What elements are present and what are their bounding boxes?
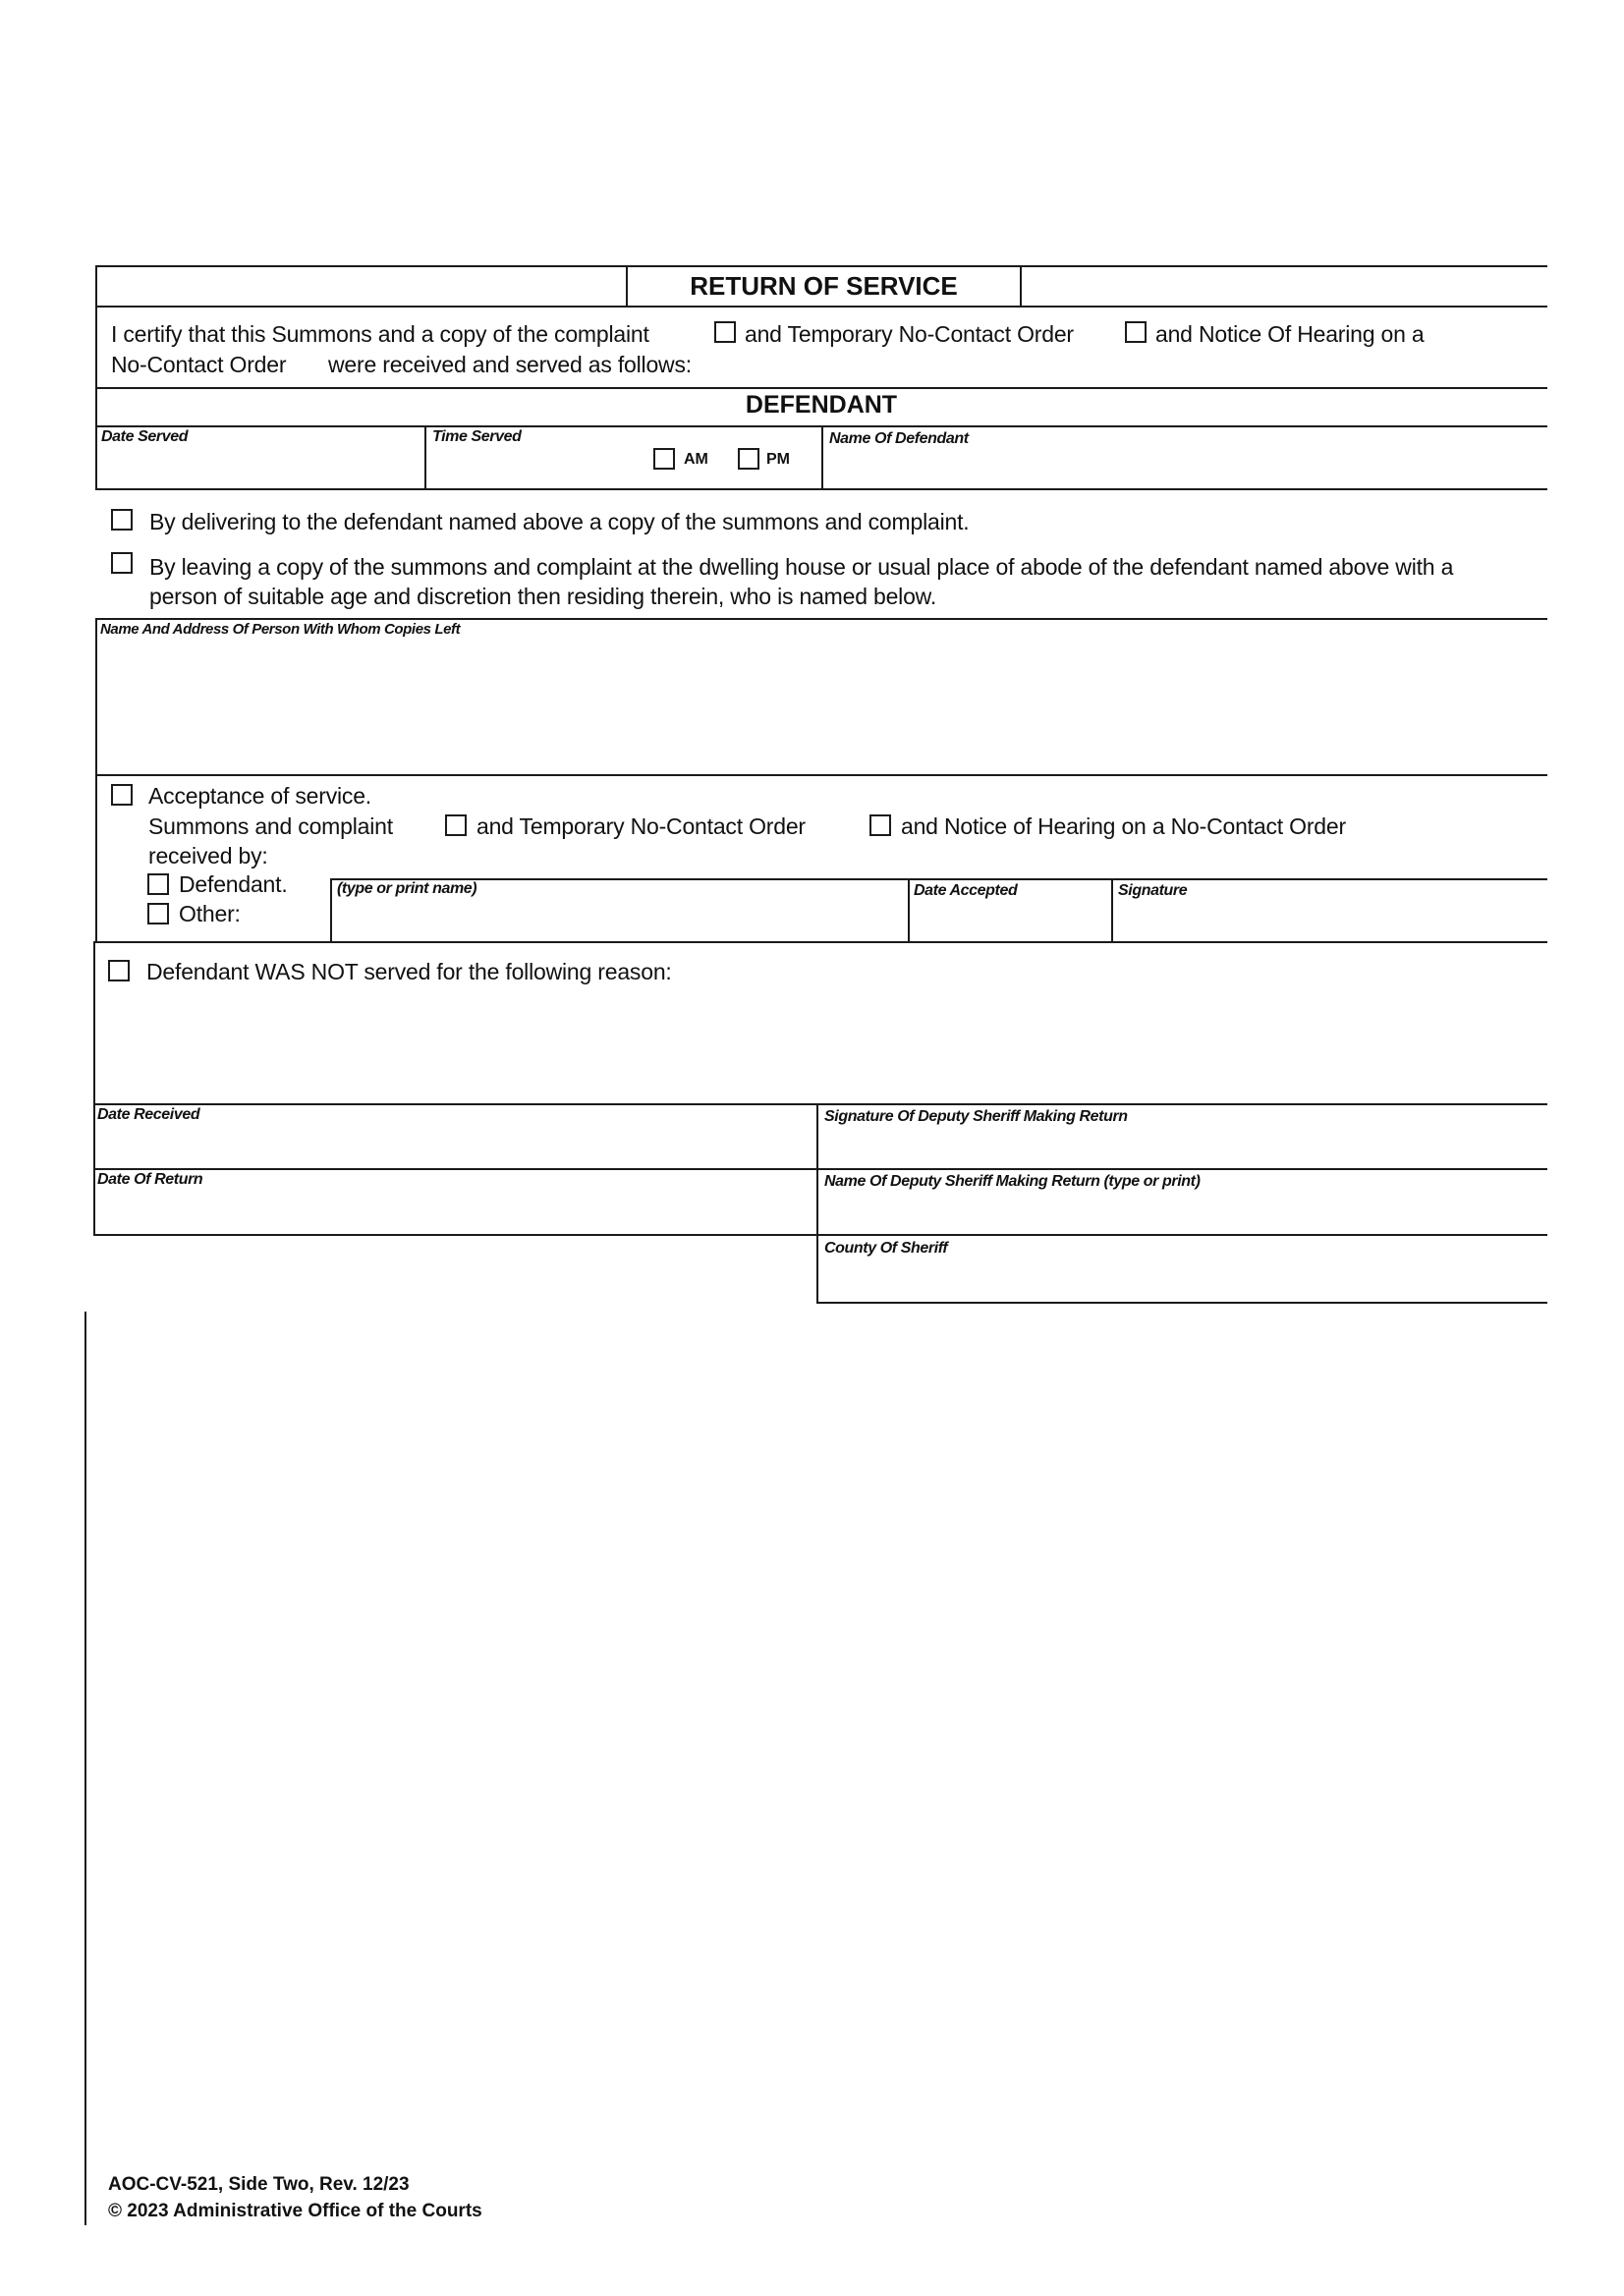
delivery-option-text: By delivering to the defendant named above a copy of the summons and complaint. (149, 509, 970, 534)
accept-date-right-border (1111, 878, 1113, 941)
name-of-defendant-label: Name Of Defendant (829, 430, 969, 447)
acceptance-tnco-label: and Temporary No-Contact Order (476, 813, 806, 839)
not-served-left-border (93, 941, 95, 1236)
certify-tnco-label: and Temporary No-Contact Order (745, 321, 1074, 347)
copyright: © 2023 Administrative Office of the Courts (108, 2201, 482, 2221)
signature-label: Signature (1118, 882, 1188, 899)
return-row2-bottom-border (93, 1234, 1547, 1236)
header-bottom-border (95, 306, 1547, 308)
other-received-label: Other: (179, 901, 241, 926)
county-label: County Of Sheriff (824, 1240, 948, 1257)
return-center-divider (816, 1103, 818, 1303)
type-print-name-label: (type or print name) (337, 880, 477, 897)
not-served-reason-field[interactable] (98, 990, 1542, 1100)
acceptance-bottom-border (95, 941, 1547, 943)
notice-checkbox[interactable] (1125, 321, 1147, 343)
accept-name-right-border (908, 878, 910, 941)
acceptance-notice-label: and Notice of Hearing on a No-Contact Order (901, 813, 1346, 839)
accept-date-field[interactable] (912, 902, 1107, 939)
pm-checkbox[interactable] (738, 448, 759, 470)
accept-name-field[interactable] (334, 902, 904, 939)
name-address-left-border (95, 618, 97, 774)
defendant-top-border (95, 387, 1547, 389)
acceptance-tnco-checkbox[interactable] (445, 814, 467, 836)
name-address-label: Name And Address Of Person With Whom Copies Left (100, 621, 461, 638)
return-of-service-title: RETURN OF SERVICE (690, 271, 958, 301)
defendant-received-checkbox[interactable] (147, 873, 169, 895)
date-row-bottom-border (95, 488, 1547, 490)
county-field[interactable] (820, 1261, 1543, 1299)
signature-deputy-field[interactable] (820, 1130, 1543, 1167)
time-name-divider (821, 425, 823, 488)
not-served-bottom-border (93, 1103, 1547, 1105)
received-by-label: received by: (148, 843, 268, 868)
time-served-label: Time Served (432, 428, 522, 445)
date-received-label: Date Received (97, 1106, 200, 1123)
acceptance-left-border (95, 774, 97, 942)
accept-signature-field[interactable] (1115, 902, 1543, 939)
accept-name-left-border (330, 878, 332, 941)
am-checkbox[interactable] (653, 448, 675, 470)
tnco-checkbox[interactable] (714, 321, 736, 343)
not-served-checkbox[interactable] (108, 960, 130, 981)
date-of-return-label: Date Of Return (97, 1171, 203, 1188)
date-time-divider (424, 425, 426, 488)
summons-complaint-label: Summons and complaint (148, 813, 393, 839)
defendant-heading: DEFENDANT (745, 391, 898, 419)
form-id: AOC-CV-521, Side Two, Rev. 12/23 (108, 2174, 410, 2195)
date-received-field[interactable] (97, 1128, 812, 1165)
acceptance-heading: Acceptance of service. (148, 783, 371, 809)
name-deputy-label: Name Of Deputy Sheriff Making Return (type or print) (824, 1173, 1201, 1190)
signature-deputy-label: Signature Of Deputy Sheriff Making Return (824, 1108, 1128, 1125)
name-deputy-field[interactable] (820, 1195, 1543, 1232)
name-address-field[interactable] (98, 644, 1542, 770)
acceptance-notice-checkbox[interactable] (869, 814, 891, 836)
defendant-received-label: Defendant. (179, 871, 288, 897)
am-label: AM (684, 451, 708, 468)
other-received-checkbox[interactable] (147, 903, 169, 924)
certify-line1: I certify that this Summons and a copy of the complaint (111, 321, 649, 347)
certify-line2b: were received and served as follows: (328, 352, 692, 377)
form-left-border (95, 265, 97, 488)
leaving-copy-text-line2: person of suitable age and discretion then residing therein, who is named below. (149, 584, 937, 609)
delivery-checkbox[interactable] (111, 509, 133, 531)
header-top-border (95, 265, 1547, 267)
date-accepted-label: Date Accepted (914, 882, 1018, 899)
return-row1-bottom-border (93, 1168, 1547, 1170)
name-address-bottom-border (95, 774, 1547, 776)
certify-line2a: No-Contact Order (111, 352, 287, 377)
date-of-return-field[interactable] (97, 1193, 812, 1230)
county-bottom-border (816, 1302, 1547, 1304)
date-served-label: Date Served (101, 428, 189, 445)
header-divider-right (1020, 265, 1022, 307)
accept-row-top-border (330, 878, 1547, 880)
certify-notice-label: and Notice Of Hearing on a (1155, 321, 1425, 347)
not-served-label: Defendant WAS NOT served for the following reason: (146, 959, 672, 984)
pm-label: PM (766, 451, 790, 468)
acceptance-checkbox[interactable] (111, 784, 133, 806)
leaving-copy-text-line1: By leaving a copy of the summons and complaint at the dwelling house or usual place of abode of the defendant named above with a (149, 554, 1454, 580)
left-margin-line (84, 1312, 86, 2225)
leaving-copy-checkbox[interactable] (111, 552, 133, 574)
name-address-top-border (95, 618, 1547, 620)
